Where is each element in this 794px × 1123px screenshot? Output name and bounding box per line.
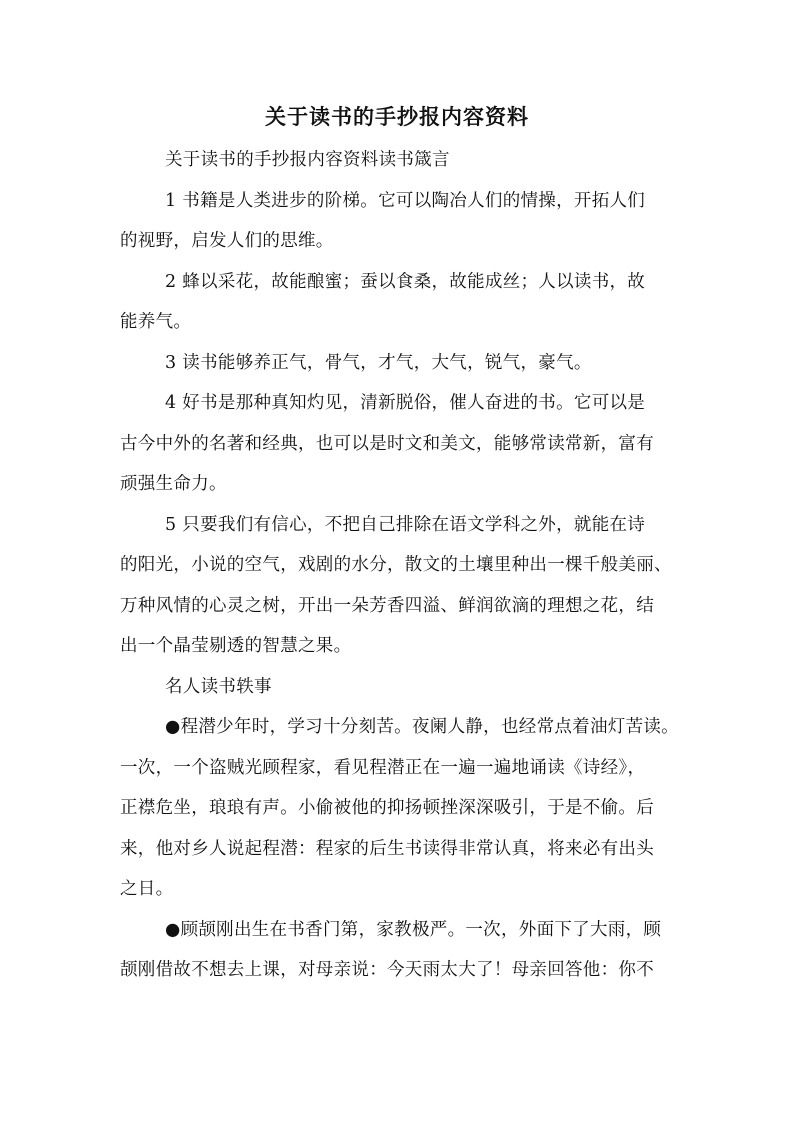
text-line: 颉刚借故不想去上课，对母亲说：今天雨太大了！母亲回答他：你不 xyxy=(120,960,654,980)
text-line: 古今中外的名著和经典，也可以是时文和美文，能够常读常新，富有 xyxy=(120,433,654,454)
text-line: 4 好书是那种真知灼见，清新脱俗，催人奋进的书。它可以是 xyxy=(165,393,646,413)
text-line: 顽强生命力。 xyxy=(120,474,227,494)
text-line: 2 蜂以采花，故能酿蜜；蚕以食桑，故能成丝；人以读书，故 xyxy=(165,271,646,292)
text-line: 万种风情的心灵之树，开出一朵芳香四溢、鲜润欲滴的理想之花，结 xyxy=(120,595,654,616)
text-line: 3 读书能够养正气，骨气，才气，大气，锐气，豪气。 xyxy=(165,352,592,373)
text-line: 一次，一个盗贼光顾程家，看见程潜正在一遍一遍地诵读《诗经》， xyxy=(120,757,646,778)
text-line: 1 书籍是人类进步的阶梯。它可以陶冶人们的情操，开拓人们 xyxy=(165,190,646,211)
paragraph-subtitle xyxy=(120,140,680,181)
paragraph-quote-3 xyxy=(120,343,680,384)
paragraph-quote-1 xyxy=(120,181,680,262)
text-line: 的阳光，小说的空气，戏剧的水分，散文的土壤里种出一棵千般美丽、 xyxy=(120,555,672,575)
text-line: 的视野，启发人们的思维。 xyxy=(120,231,334,251)
text-line: ●顾颉刚出生在书香门第，家教极严。一次，外面下了大雨，顾 xyxy=(165,919,662,940)
document-body xyxy=(120,140,680,991)
text-line: 5 只要我们有信心，不把自己排除在语文学科之外，就能在诗 xyxy=(165,514,646,535)
text-line: ●程潜少年时，学习十分刻苦。夜阑人静，也经常点着油灯苦读。 xyxy=(165,717,679,737)
text-line: 来，他对乡人说起程潜：程家的后生书读得非常认真，将来必有出头 xyxy=(120,838,654,859)
text-line: 正襟危坐，琅琅有声。小偷被他的抑扬顿挫深深吸引，于是不偷。后 xyxy=(120,798,654,818)
section-heading xyxy=(120,667,680,708)
text-line: 之日。 xyxy=(120,879,174,899)
text-line: 关于读书的手抄报内容资料读书箴言 xyxy=(165,150,450,170)
paragraph-anecdote-1 xyxy=(120,707,680,910)
paragraph-quote-5 xyxy=(120,505,680,667)
text-line: 能养气。 xyxy=(120,312,192,332)
document-title: 关于读书的手抄报内容资料 xyxy=(265,104,529,129)
text-line: 名人读书轶事 xyxy=(165,676,272,697)
paragraph-quote-4 xyxy=(120,383,680,505)
paragraph-quote-2 xyxy=(120,262,680,343)
text-line: 出一个晶莹剔透的智慧之果。 xyxy=(120,636,352,656)
paragraph-anecdote-2 xyxy=(120,910,680,991)
